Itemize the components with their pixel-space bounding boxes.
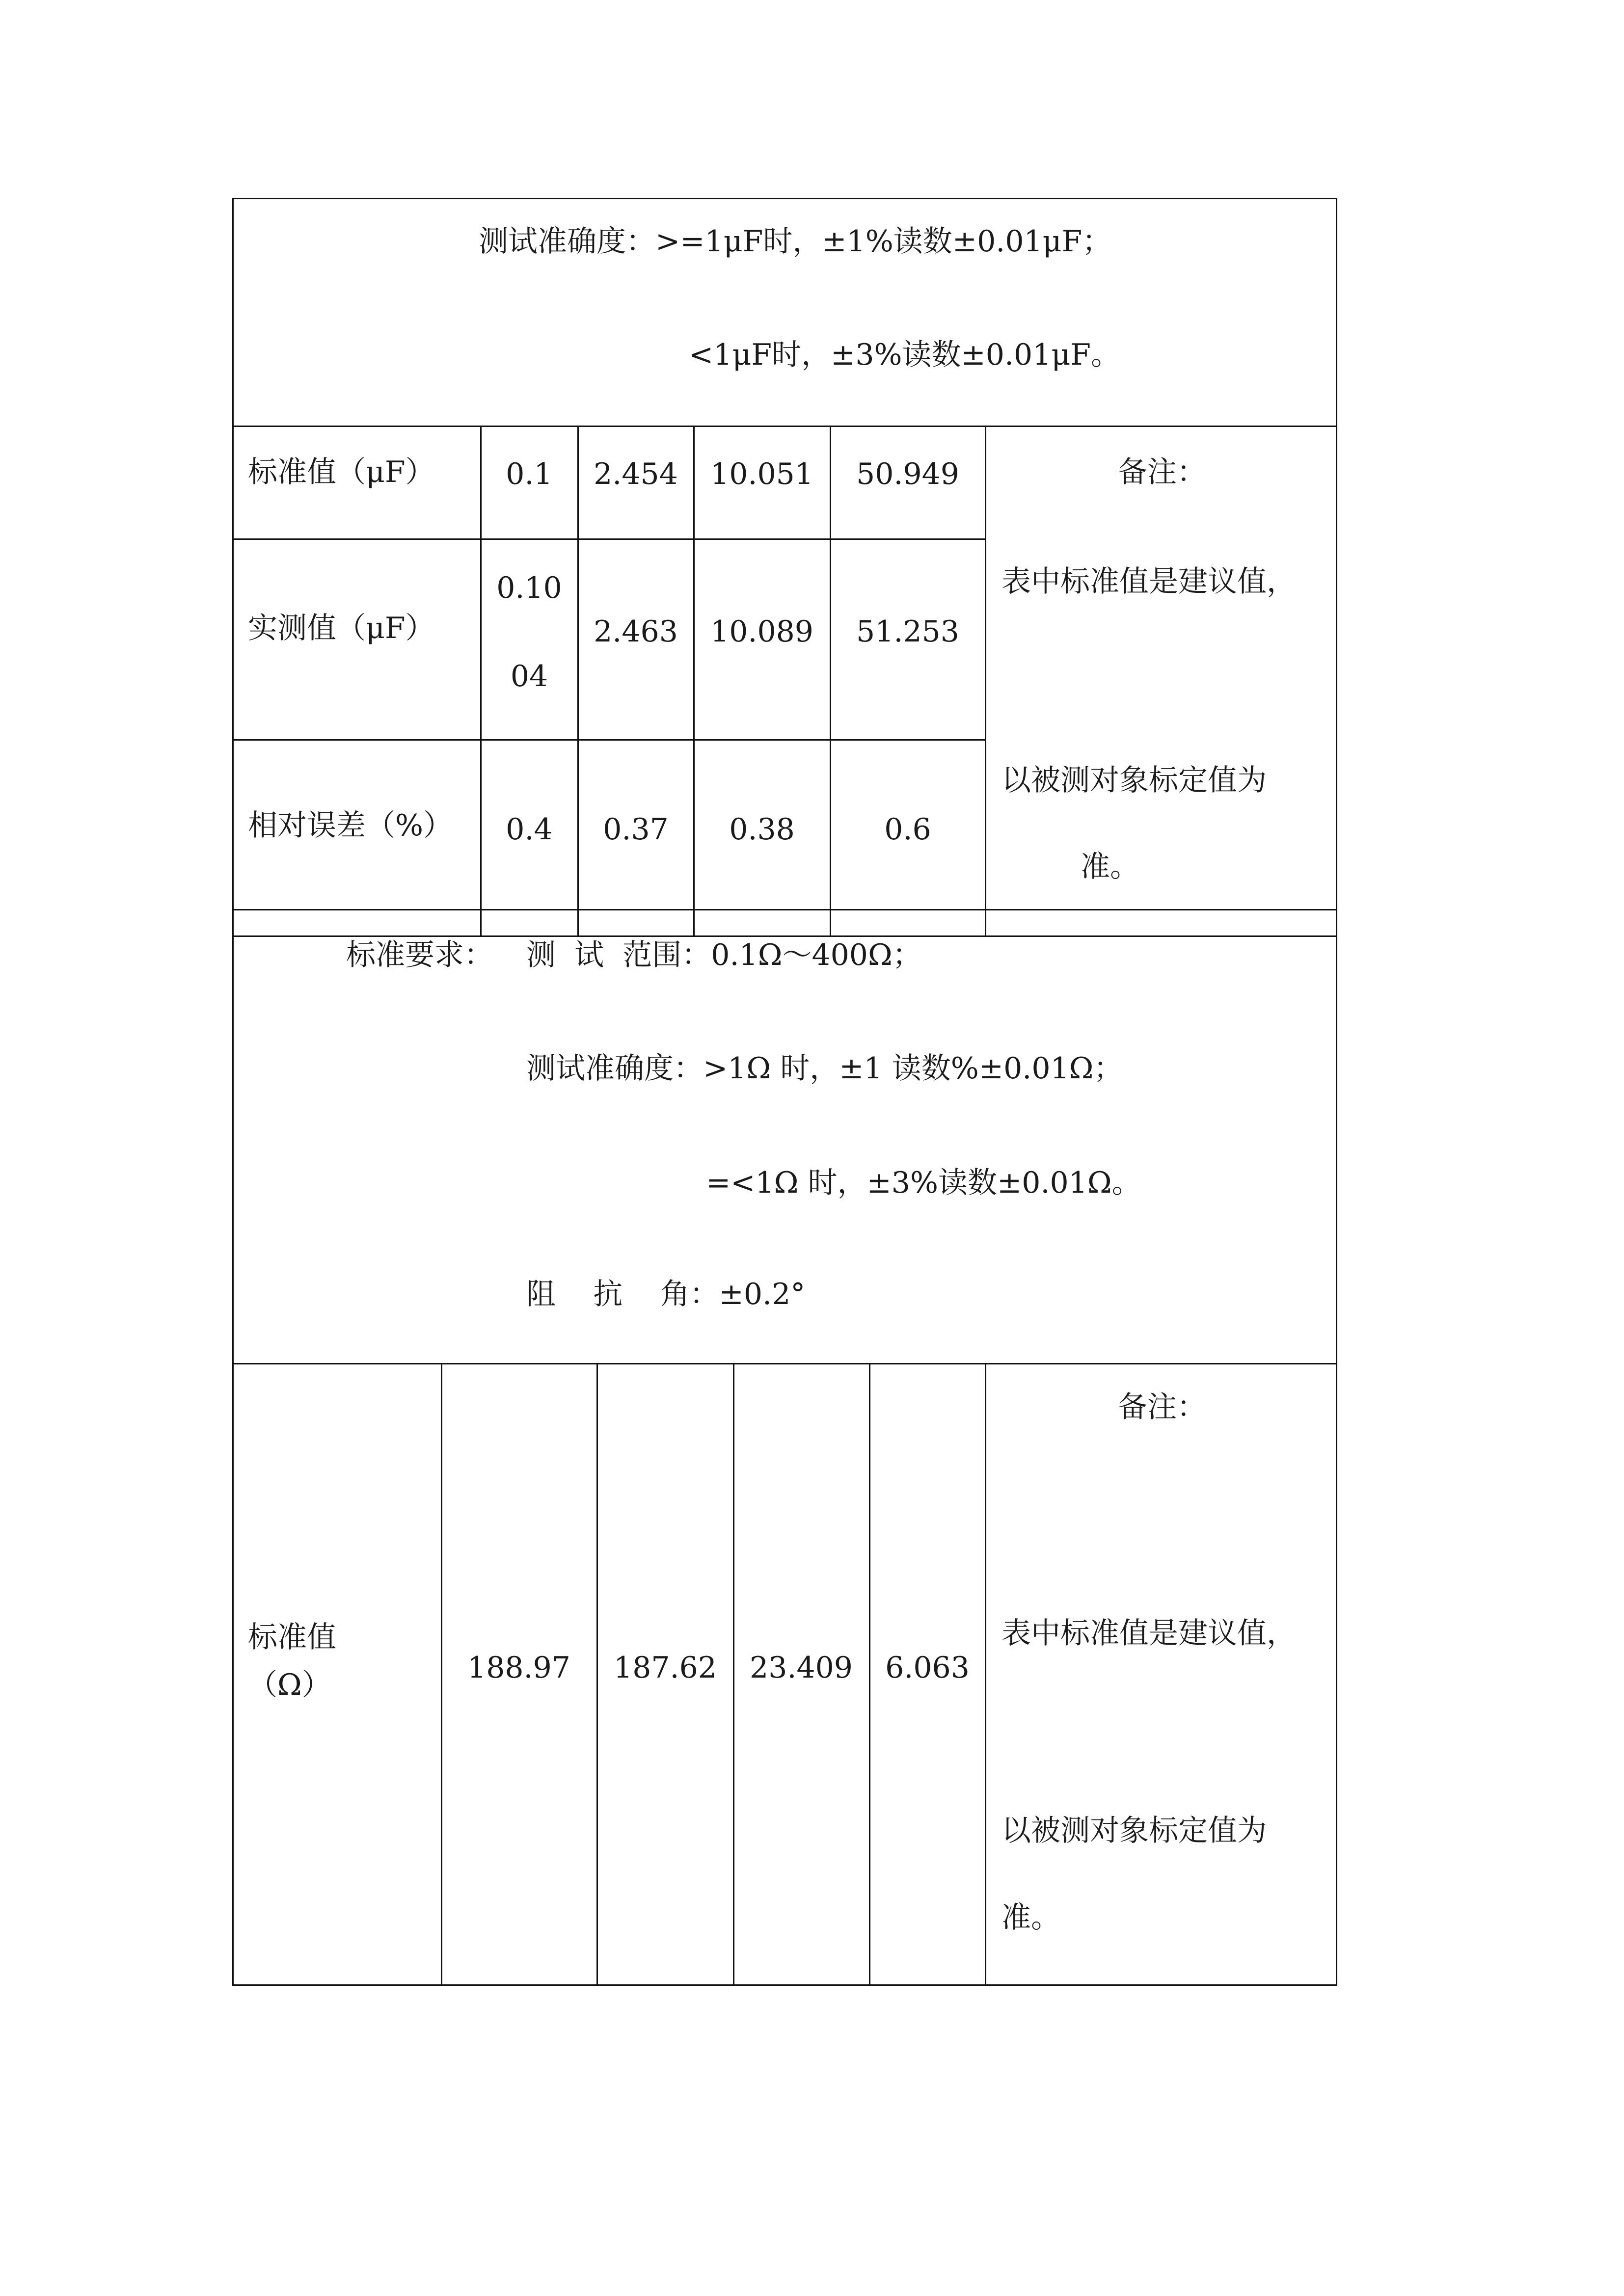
table-cell: 0.1 bbox=[506, 457, 553, 491]
table-cell: 2.463 bbox=[594, 614, 678, 649]
grid-line bbox=[441, 1363, 442, 1986]
cap-row-label-measured: 实测值（μF） bbox=[248, 611, 435, 645]
grid-line bbox=[232, 935, 1337, 937]
grid-line bbox=[232, 198, 1337, 199]
imp-row-label: 标准值 bbox=[248, 1620, 336, 1655]
grid-line bbox=[596, 1363, 598, 1986]
table-cell: 0.37 bbox=[603, 812, 669, 847]
grid-line bbox=[232, 198, 234, 1986]
table-cell: 6.063 bbox=[885, 1651, 970, 1685]
imp-accuracy-line-2: =<1Ω 时，±3%读数±0.01Ω。 bbox=[706, 1166, 1141, 1200]
table-cell: 0.4 bbox=[506, 812, 553, 847]
cap-row-label-standard: 标准值（μF） bbox=[248, 455, 435, 489]
imp-range-label: 标准要求： bbox=[346, 938, 493, 972]
grid-line bbox=[232, 426, 1337, 427]
grid-line bbox=[232, 1984, 1337, 1986]
cap-row-label-error: 相对误差（%） bbox=[248, 808, 453, 843]
imp-remark-title: 备注： bbox=[1118, 1390, 1206, 1424]
grid-line bbox=[232, 909, 1337, 910]
cap-remark-line-3: 准。 bbox=[1081, 850, 1139, 884]
table-cell: 10.089 bbox=[710, 614, 813, 649]
table-cell: 23.409 bbox=[750, 1651, 853, 1685]
imp-remark-line-1: 表中标准值是建议值， bbox=[1001, 1616, 1296, 1651]
grid-line bbox=[232, 538, 986, 540]
table-cell: 0.38 bbox=[729, 812, 795, 847]
cap-remark-line-2: 以被测对象标定值为 bbox=[1001, 763, 1267, 798]
table-cell-wrap: 04 bbox=[510, 659, 548, 694]
table-cell: 0.6 bbox=[884, 812, 931, 847]
imp-angle-line: 阻 抗 角：±0.2° bbox=[526, 1277, 806, 1311]
grid-line bbox=[232, 1363, 1337, 1364]
table-cell: 51.253 bbox=[856, 614, 959, 649]
grid-line bbox=[985, 1363, 986, 1986]
table-cell: 187.62 bbox=[614, 1651, 717, 1685]
imp-accuracy-line-1: 测试准确度：>1Ω 时，±1 读数%±0.01Ω； bbox=[526, 1051, 1123, 1086]
grid-line bbox=[232, 739, 986, 741]
grid-line bbox=[1336, 198, 1337, 1986]
grid-line bbox=[830, 426, 831, 935]
imp-range-text: 测 试 范围：0.1Ω～400Ω； bbox=[526, 938, 922, 972]
table-cell: 2.454 bbox=[594, 457, 678, 491]
grid-line bbox=[733, 1363, 734, 1986]
grid-line bbox=[985, 426, 986, 935]
grid-line bbox=[869, 1363, 870, 1986]
table-cell: 10.051 bbox=[710, 457, 813, 491]
table-cell: 50.949 bbox=[856, 457, 959, 491]
grid-line bbox=[693, 426, 695, 935]
grid-line bbox=[480, 426, 482, 935]
imp-row-label-unit: （Ω） bbox=[248, 1668, 331, 1702]
cap-remark-line-1: 表中标准值是建议值， bbox=[1001, 564, 1296, 599]
grid-line bbox=[577, 426, 579, 935]
cap-accuracy-line-2: <1μF时，±3%读数±0.01μF。 bbox=[689, 338, 1121, 372]
table-cell: 0.10 bbox=[496, 571, 562, 605]
table-cell: 188.97 bbox=[467, 1651, 570, 1685]
cap-remark-title: 备注： bbox=[1118, 455, 1206, 489]
imp-remark-line-2: 以被测对象标定值为 bbox=[1001, 1814, 1267, 1848]
cap-accuracy-line-1: 测试准确度：>=1μF时，±1%读数±0.01μF； bbox=[479, 224, 1112, 259]
imp-remark-line-3: 准。 bbox=[1001, 1900, 1060, 1935]
